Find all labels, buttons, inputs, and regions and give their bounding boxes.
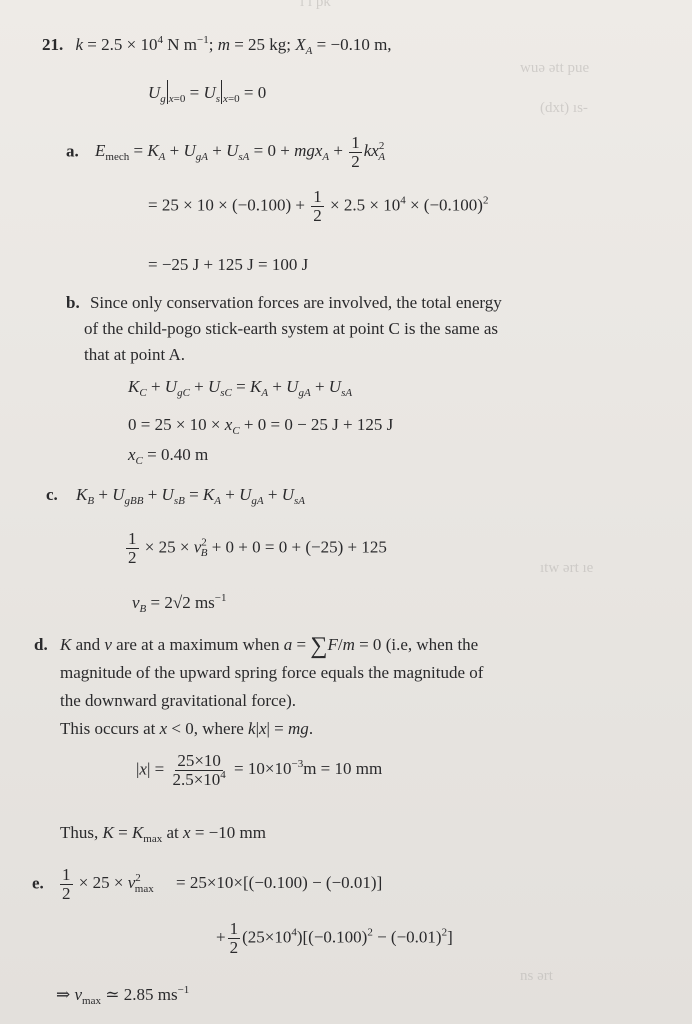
initial-condition: $U_g$ $_{x=0} = U_s$ $_{x=0}$ = 0 xyxy=(148,80,266,104)
part-d-paren-text: (i.e, when the xyxy=(385,635,479,654)
part-e-eq2: + $\frac{1}{2}$ $(25\times 10^4)[(-0.100)^2 - (-0.01)^2]$ xyxy=(216,919,453,957)
part-e-eq1-rhs: = 25×10×[(−0.100) − (−0.01)] xyxy=(175,873,383,893)
part-a-line1: a. $E_{mech} = K_A + U_{gA} + U_{sA} = 0 + mgx_A$ + $\frac{1}{2}$ $kx^2_A$ xyxy=(66,133,386,171)
part-d-text4: This occurs at x < 0, where k|x| = mg. xyxy=(60,719,314,738)
part-b-text1 xyxy=(66,292,502,314)
part-e-label: e. xyxy=(32,873,44,893)
fraction-numerator: 25×10 xyxy=(177,751,221,770)
bleed-through-text: wuə ətt pue xyxy=(520,60,590,76)
part-e-eq1: e. $\frac{1}{2}$ × $25 \times v^2_{max} = 25\times 10\times[(-0.100) - (-0.01)]$ xyxy=(32,865,383,903)
symbol-K: K xyxy=(59,635,72,654)
part-b-text3: that at point A. xyxy=(84,345,186,364)
part-d-text5: Thus, $K = K_{max}$ at x = −10 mm xyxy=(60,823,266,845)
part-b-text2: of the child-pogo stick-earth system at point C is the same as xyxy=(84,319,499,338)
part-c-eq1: c. $K_B + U_{gBB} + U_{sB} = K_A + U_{gA} + U_{sA}$ xyxy=(46,485,305,507)
part-a-line2: = 25 × 10 × (−0.100) + $\frac{1}{2}$ × $2.5 \times 10^4 \times (-0.100)^2$ xyxy=(148,187,489,225)
part-c-eq3: $v_B = 2√2$ $ms^{-1}$ xyxy=(132,592,227,615)
bleed-through-text: ns ərt xyxy=(520,968,553,984)
part-d-text2: magnitude of the upward spring force equals the magnitude of xyxy=(60,663,484,682)
bleed-through-text: (dxt) ıs- xyxy=(540,100,588,116)
part-b-eq1: $K_C + U_{gC} + U_{sC} = K_A + U_{gA} + U_{sA}$ xyxy=(128,377,353,399)
word-and: and xyxy=(75,635,101,654)
part-c-eq2: $\frac{1}{2}$ × $25 \times v^2_B + 0 + 0 = 0 + (-25) + 125$ xyxy=(128,529,387,567)
part-c-label: c. xyxy=(46,485,58,504)
given-values: $k = 2.5 \times 10^4$ N $m^{-1}$; m = 25 kg; $X_A = -0.10$ m, xyxy=(75,34,392,57)
symbol-v: v xyxy=(104,635,112,654)
part-b-label: b. xyxy=(66,293,80,312)
part-d-eq: |x| = $\frac{25\times 10}{2.5\times 10^4}$ = $10\times 10^{-3}m = 10$ mm xyxy=(136,751,383,789)
part-d-text1: d. K and v are at a maximum when a = ∑F/m = 0 (i.e, when the xyxy=(34,633,479,659)
problem-header xyxy=(42,34,392,56)
part-d-text3: the downward gravitational force). xyxy=(60,691,297,710)
part-e-result: ⇒ $v_{max}$ ≃ 2.85 $ms^{-1}$ xyxy=(56,984,190,1007)
part-b-eq2: $0 = 25 \times 10 \times x_C + 0 = 0 - 25$ J + 125 J xyxy=(128,415,394,437)
part-a-line3: = −25 J + 125 J = 100 J xyxy=(148,255,309,274)
part-a-label: a. xyxy=(66,141,79,161)
part-d-label: d. xyxy=(34,635,48,654)
bleed-through-text: ıtw ərt ıe xyxy=(540,560,594,576)
bleed-through-text: ı ı pκ xyxy=(300,0,331,10)
problem-number: 21. xyxy=(42,35,64,54)
part-b-eq3: $x_C = 0.40$ m xyxy=(128,445,209,467)
part-d-condition: are at a maximum when xyxy=(116,635,280,654)
part-b-sentence1: Since only conservation forces are involved, the total energy xyxy=(89,293,502,312)
